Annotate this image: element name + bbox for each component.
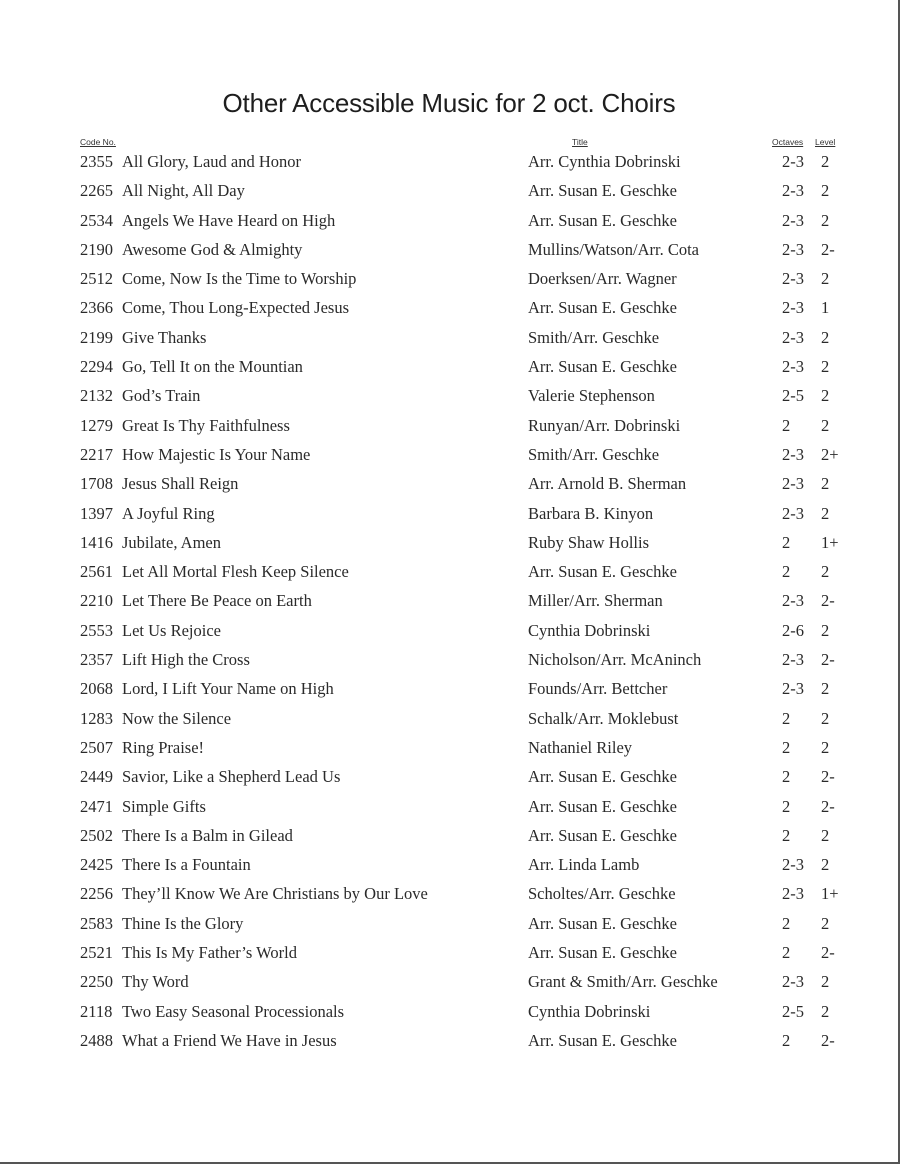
arranger: Nathaniel Riley: [528, 737, 633, 757]
list-item: [0, 177, 900, 206]
list-item: [0, 500, 900, 529]
code-number: 2553: [80, 620, 113, 640]
music-list: [0, 148, 900, 1056]
arranger: Arr. Susan E. Geschke: [528, 562, 677, 582]
arranger: Doerksen/Arr. Wagner: [528, 269, 677, 289]
octaves: 2-3: [782, 298, 804, 318]
octaves: 2-5: [782, 1001, 804, 1021]
arranger: Arr. Susan E. Geschke: [528, 943, 677, 963]
list-item: [0, 617, 900, 646]
octaves: 2-3: [782, 650, 804, 670]
arranger: Founds/Arr. Bettcher: [528, 679, 668, 699]
song-title: This Is My Father’s World: [122, 943, 297, 963]
level: 1+: [821, 884, 839, 904]
arranger: Arr. Susan E. Geschke: [528, 796, 677, 816]
song-title: All Night, All Day: [122, 181, 245, 201]
octaves: 2-3: [782, 269, 804, 289]
octaves: 2: [782, 913, 791, 933]
list-item: [0, 587, 900, 616]
level: 2: [821, 1001, 830, 1021]
song-title: Thine Is the Glory: [122, 913, 244, 933]
code-number: 2068: [80, 679, 113, 699]
level: 1+: [821, 532, 839, 552]
arranger: Arr. Arnold B. Sherman: [528, 474, 687, 494]
level: 2: [821, 913, 830, 933]
code-number: 1279: [80, 415, 113, 435]
level: 2: [821, 825, 830, 845]
song-title: Let There Be Peace on Earth: [122, 591, 312, 611]
song-title: Savior, Like a Shepherd Lead Us: [122, 767, 341, 787]
level: 2-: [821, 767, 835, 787]
list-item: [0, 793, 900, 822]
octaves: 2-3: [782, 884, 804, 904]
level: 2: [821, 562, 830, 582]
octaves: 2-3: [782, 327, 804, 347]
list-item: [0, 207, 900, 236]
code-number: 1708: [80, 474, 113, 494]
code-number: 2210: [80, 591, 113, 611]
arranger: Miller/Arr. Sherman: [528, 591, 663, 611]
song-title: There Is a Fountain: [122, 855, 251, 875]
arranger: Arr. Susan E. Geschke: [528, 825, 677, 845]
list-item: [0, 851, 900, 880]
song-title: Let Us Rejoice: [122, 620, 221, 640]
code-number: 1416: [80, 532, 113, 552]
level: 2+: [821, 444, 839, 464]
level: 2: [821, 152, 830, 171]
code-number: 2512: [80, 269, 113, 289]
song-title: All Glory, Laud and Honor: [122, 152, 302, 171]
list-item: [0, 1027, 900, 1056]
song-title: A Joyful Ring: [122, 503, 215, 523]
arranger: Arr. Susan E. Geschke: [528, 1030, 677, 1050]
level: 2: [821, 357, 830, 377]
level: 2: [821, 708, 830, 728]
list-item: [0, 998, 900, 1027]
arranger: Smith/Arr. Geschke: [528, 327, 660, 347]
octaves: 2: [782, 767, 791, 787]
song-title: Give Thanks: [122, 327, 207, 347]
level: 2: [821, 737, 830, 757]
octaves: 2: [782, 708, 791, 728]
level: 2: [821, 181, 830, 201]
list-item: [0, 646, 900, 675]
arranger: Arr. Susan E. Geschke: [528, 357, 677, 377]
list-item: [0, 968, 900, 997]
arranger: Scholtes/Arr. Geschke: [528, 884, 676, 904]
octaves: 2-3: [782, 679, 804, 699]
code-number: 2583: [80, 913, 113, 933]
code-number: 2294: [80, 357, 113, 377]
list-item: [0, 353, 900, 382]
code-number: 1283: [80, 708, 113, 728]
song-title: God’s Train: [122, 386, 201, 406]
level: 2: [821, 620, 830, 640]
arranger: Mullins/Watson/Arr. Cota: [528, 239, 700, 259]
arranger: Barbara B. Kinyon: [528, 503, 654, 523]
list-item: [0, 558, 900, 587]
list-item: [0, 734, 900, 763]
octaves: 2-3: [782, 239, 804, 259]
song-title: Lift High the Cross: [122, 650, 250, 670]
arranger: Smith/Arr. Geschke: [528, 444, 660, 464]
octaves: 2: [782, 825, 791, 845]
level: 1: [821, 298, 830, 318]
arranger: Grant & Smith/Arr. Geschke: [528, 972, 718, 992]
song-title: Jesus Shall Reign: [122, 474, 239, 494]
header-octaves: Octaves: [772, 137, 804, 147]
code-number: 2355: [80, 152, 113, 171]
arranger: Cynthia Dobrinski: [528, 620, 651, 640]
arranger: Arr. Cynthia Dobrinski: [528, 152, 681, 171]
octaves: 2-3: [782, 210, 804, 230]
list-item: [0, 412, 900, 441]
code-number: 2488: [80, 1030, 113, 1050]
list-item: [0, 441, 900, 470]
song-title: Simple Gifts: [122, 796, 206, 816]
list-item: [0, 529, 900, 558]
arranger: Arr. Susan E. Geschke: [528, 298, 677, 318]
level: 2: [821, 386, 830, 406]
arranger: Valerie Stephenson: [528, 386, 655, 406]
octaves: 2-3: [782, 972, 804, 992]
arranger: Ruby Shaw Hollis: [528, 532, 650, 552]
song-title: Come, Now Is the Time to Worship: [122, 269, 357, 289]
arranger: Arr. Linda Lamb: [528, 855, 640, 875]
arranger: Cynthia Dobrinski: [528, 1001, 651, 1021]
code-number: 2366: [80, 298, 113, 318]
level: 2: [821, 269, 830, 289]
song-title: What a Friend We Have in Jesus: [122, 1030, 337, 1050]
octaves: 2: [782, 532, 791, 552]
song-title: Go, Tell It on the Mountian: [122, 357, 303, 377]
level: 2: [821, 474, 830, 494]
song-title: Great Is Thy Faithfulness: [122, 415, 290, 435]
level: 2: [821, 503, 830, 523]
song-title: Jubilate, Amen: [122, 532, 221, 552]
code-number: 2471: [80, 796, 113, 816]
level: 2-: [821, 591, 835, 611]
octaves: 2-3: [782, 591, 804, 611]
song-title: Thy Word: [122, 972, 189, 992]
list-item: [0, 470, 900, 499]
level: 2: [821, 415, 830, 435]
song-title: They’ll Know We Are Christians by Our Love: [122, 884, 428, 904]
code-number: 2425: [80, 855, 113, 875]
list-item: [0, 236, 900, 265]
code-number: 2357: [80, 650, 113, 670]
code-number: 2507: [80, 737, 113, 757]
code-number: 2199: [80, 327, 113, 347]
song-title: How Majestic Is Your Name: [122, 444, 311, 464]
level: 2-: [821, 796, 835, 816]
code-number: 2265: [80, 181, 113, 201]
octaves: 2: [782, 562, 791, 582]
song-title: Come, Thou Long-Expected Jesus: [122, 298, 349, 318]
octaves: 2-3: [782, 152, 804, 171]
code-number: 2534: [80, 210, 113, 230]
code-number: 2561: [80, 562, 113, 582]
octaves: 2-3: [782, 444, 804, 464]
octaves: 2-3: [782, 357, 804, 377]
list-item: [0, 324, 900, 353]
octaves: 2: [782, 943, 791, 963]
code-number: 2132: [80, 386, 113, 406]
page-title: Other Accessible Music for 2 oct. Choirs: [222, 88, 676, 118]
octaves: 2-3: [782, 503, 804, 523]
list-item: [0, 382, 900, 411]
octaves: 2: [782, 796, 791, 816]
song-title: Angels We Have Heard on High: [122, 210, 336, 230]
list-item: [0, 675, 900, 704]
header-level: Level: [815, 137, 836, 147]
arranger: Arr. Susan E. Geschke: [528, 913, 677, 933]
level: 2-: [821, 943, 835, 963]
octaves: 2: [782, 737, 791, 757]
level: 2-: [821, 650, 835, 670]
octaves: 2-3: [782, 855, 804, 875]
code-number: 2521: [80, 943, 113, 963]
header-code-no: Code No.: [80, 137, 116, 147]
level: 2: [821, 855, 830, 875]
arranger: Nicholson/Arr. McAninch: [528, 650, 702, 670]
arranger: Runyan/Arr. Dobrinski: [528, 415, 681, 435]
song-title: Awesome God & Almighty: [122, 239, 303, 259]
octaves: 2: [782, 1030, 791, 1050]
code-number: 2190: [80, 239, 113, 259]
list-item: [0, 822, 900, 851]
header-title: Title: [572, 137, 588, 147]
song-title: Now the Silence: [122, 708, 232, 728]
code-number: 2250: [80, 972, 113, 992]
list-item: [0, 880, 900, 909]
octaves: 2-3: [782, 474, 804, 494]
song-title: Two Easy Seasonal Processionals: [122, 1001, 345, 1021]
level: 2-: [821, 1030, 835, 1050]
song-title: There Is a Balm in Gilead: [122, 825, 293, 845]
song-title: Lord, I Lift Your Name on High: [122, 679, 334, 699]
song-title: Let All Mortal Flesh Keep Silence: [122, 562, 349, 582]
octaves: 2-3: [782, 181, 804, 201]
list-item: [0, 148, 900, 177]
code-number: 2502: [80, 825, 113, 845]
code-number: 2256: [80, 884, 113, 904]
list-item: [0, 705, 900, 734]
song-title: Ring Praise!: [122, 737, 205, 757]
code-number: 2217: [80, 444, 113, 464]
code-number: 1397: [80, 503, 113, 523]
level: 2: [821, 679, 830, 699]
octaves: 2-6: [782, 620, 804, 640]
list-item: [0, 910, 900, 939]
arranger: Arr. Susan E. Geschke: [528, 181, 677, 201]
arranger: Arr. Susan E. Geschke: [528, 210, 677, 230]
octaves: 2: [782, 415, 791, 435]
code-number: 2449: [80, 767, 113, 787]
list-item: [0, 265, 900, 294]
level: 2: [821, 972, 830, 992]
code-number: 2118: [80, 1001, 113, 1021]
octaves: 2-5: [782, 386, 804, 406]
arranger: Schalk/Arr. Moklebust: [528, 708, 679, 728]
level: 2: [821, 210, 830, 230]
list-item: [0, 939, 900, 968]
list-item: [0, 294, 900, 323]
level: 2-: [821, 239, 835, 259]
level: 2: [821, 327, 830, 347]
list-item: [0, 763, 900, 792]
arranger: Arr. Susan E. Geschke: [528, 767, 677, 787]
